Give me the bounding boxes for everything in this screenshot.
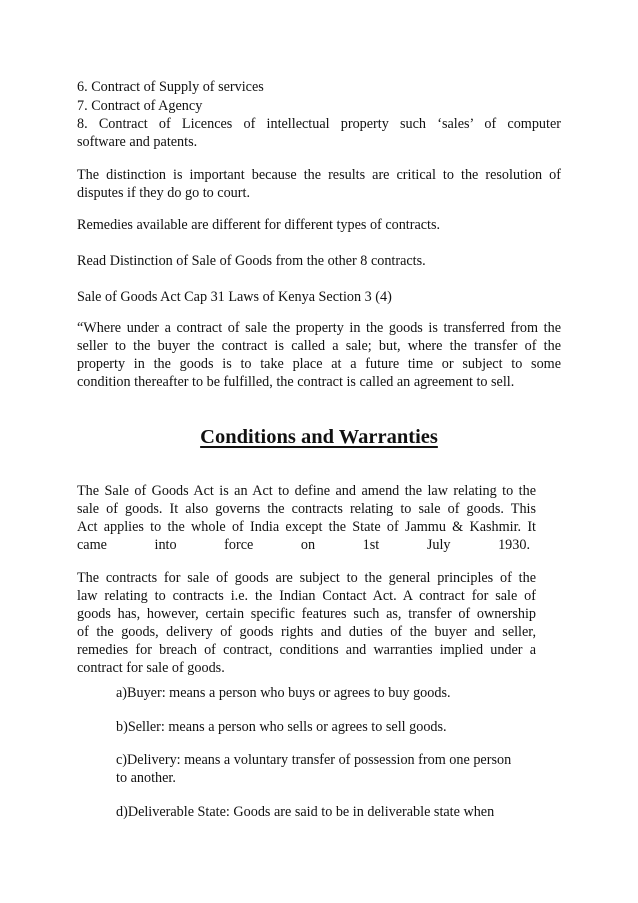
distinction-line-2: disputes if they do go to court. [77, 185, 250, 201]
act-paragraph-line-4: came into force on 1st July 1930. [77, 537, 530, 553]
contracts-paragraph-line-1: The contracts for sale of goods are subject to the general principles of the [77, 570, 536, 586]
act-paragraph-line-2: sale of goods. It also governs the contracts relating to sale of goods. This [77, 501, 536, 517]
distinction-line-1: The distinction is important because the results are critical to the resolution of [77, 167, 561, 183]
definition-buyer: a)Buyer: means a person who buys or agrees to buy goods. [116, 685, 451, 701]
definition-seller: b)Seller: means a person who sells or agrees to sell goods. [116, 719, 447, 735]
definition-delivery-continued: to another. [116, 770, 176, 786]
quote-line-3: property in the goods is to take place at a future time or subject to some [77, 356, 561, 372]
contracts-paragraph-line-4: of the goods, delivery of goods rights and duties of the buyer and seller, [77, 624, 536, 640]
list-item-8: 8. Contract of Licences of intellectual property such ‘sales’ of computer [77, 116, 561, 132]
read-distinction-paragraph: Read Distinction of Sale of Goods from the other 8 contracts. [77, 253, 426, 269]
quote-line-1: “Where under a contract of sale the property in the goods is transferred from the [77, 320, 561, 336]
contracts-paragraph-line-6: contract for sale of goods. [77, 660, 225, 676]
act-paragraph-line-1: The Sale of Goods Act is an Act to define and amend the law relating to the [77, 483, 536, 499]
definition-deliverable-state: d)Deliverable State: Goods are said to be in deliverable state when [116, 804, 495, 820]
definition-delivery: c)Delivery: means a voluntary transfer of possession from one person [116, 752, 512, 768]
list-item-8-continued: software and patents. [77, 134, 198, 150]
quote-line-2: seller to the buyer the contract is called a sale; but, where the transfer of the [77, 338, 561, 354]
contracts-paragraph-line-2: law relating to contracts i.e. the Indian Contact Act. A contract for sale of [77, 588, 536, 604]
contracts-paragraph-line-3: goods has, however, certain specific features such as, transfer of ownership [77, 606, 536, 622]
remedies-paragraph: Remedies available are different for different types of contracts. [77, 217, 441, 233]
section-heading: Conditions and Warranties [200, 426, 438, 448]
act-reference: Sale of Goods Act Cap 31 Laws of Kenya Section 3 (4) [77, 289, 392, 305]
contracts-paragraph-line-5: remedies for breach of contract, conditions and warranties implied under a [77, 642, 536, 658]
quote-line-4: condition thereafter to be fulfilled, the contract is called an agreement to sell. [77, 374, 515, 390]
act-paragraph-line-3: Act applies to the whole of India except the State of Jammu & Kashmir. It [77, 519, 536, 535]
list-item-6: 6. Contract of Supply of services [77, 79, 264, 95]
list-item-7: 7. Contract of Agency [77, 98, 203, 114]
